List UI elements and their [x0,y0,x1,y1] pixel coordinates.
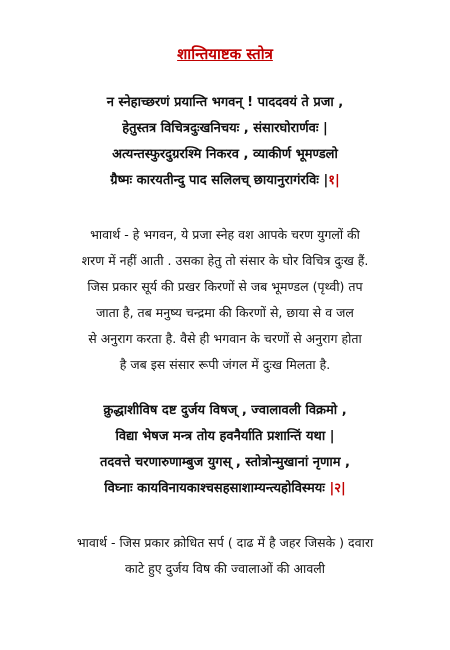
verse-2 [0,398,450,502]
verse-text: विघ्नाः कायविनायकाश्चसहसाशाम्यन्त्यहोविस्मयः [104,481,325,496]
meaning-line: से अनुराग करता है. वैसे ही भगवान के चरणों से अनुराग होता [88,331,362,346]
verse-line: हेतुस्तत्र विचित्रदुःखनिचयः , संसारघोरार्णवः | [122,121,328,136]
meaning-line: भावार्थ - हे भगवन, ये प्रजा स्नेह वश आपके चरण युगलों की [90,227,360,242]
document-title: शान्तियाष्टक स्तोत्र [177,45,273,63]
meaning-line: है जब इस संसार रूपी जंगल में दुःख मिलता है. [119,357,331,372]
meaning-2 [0,530,450,582]
verse-line [0,168,450,194]
verse-1 [0,90,450,194]
verse-number: |२| [329,481,346,496]
meaning-line: शरण में नहीं आती . उसका हेतु तो संसार के घोर विचित्र दुःख हैं. [81,253,369,268]
verse-line [0,476,450,502]
meaning-line: भावार्थ - जिस प्रकार क्रोधित सर्प ( दाढ में है जहर जिसके ) दवारा [76,535,374,550]
verse-line: विद्या भेषज मन्त्र तोय हवनैर्याति प्रशान्तिं यथा | [115,429,335,444]
verse-line: अत्यन्तस्फुरदुग्ररश्मि निकरव , व्याकीर्ण भूमण्डलो [112,147,338,162]
verse-line: न स्नेहाच्छरणं प्रयान्ति भगवन् ! पाददवयं ते प्रजा , [106,95,344,110]
meaning-line: जाता है, तब मनुष्य चन्द्रमा की किरणों से, छाया से व जल [96,305,354,320]
verse-text: ग्रैष्मः कारयतीन्दु पाद सलिलच् छायानुरागंरविः | [110,173,329,188]
meaning-1 [0,222,450,378]
verse-line: क्रुद्धाशीविष दष्ट दुर्जय विषज् , ज्वालावली विक्रमो , [103,403,347,418]
meaning-line: काटे हुए दुर्जय विष की ज्वालाओं की आवली [124,561,325,576]
verse-number: १| [328,173,340,188]
verse-line: तदवत्ते चरणारुणाम्बुज युगस् , स्तोत्रोन्मुखानां नृणाम , [100,455,350,470]
meaning-line: जिस प्रकार सूर्य की प्रखर किरणों से जब भूमण्डल (पृथ्वी) तप [87,279,363,294]
